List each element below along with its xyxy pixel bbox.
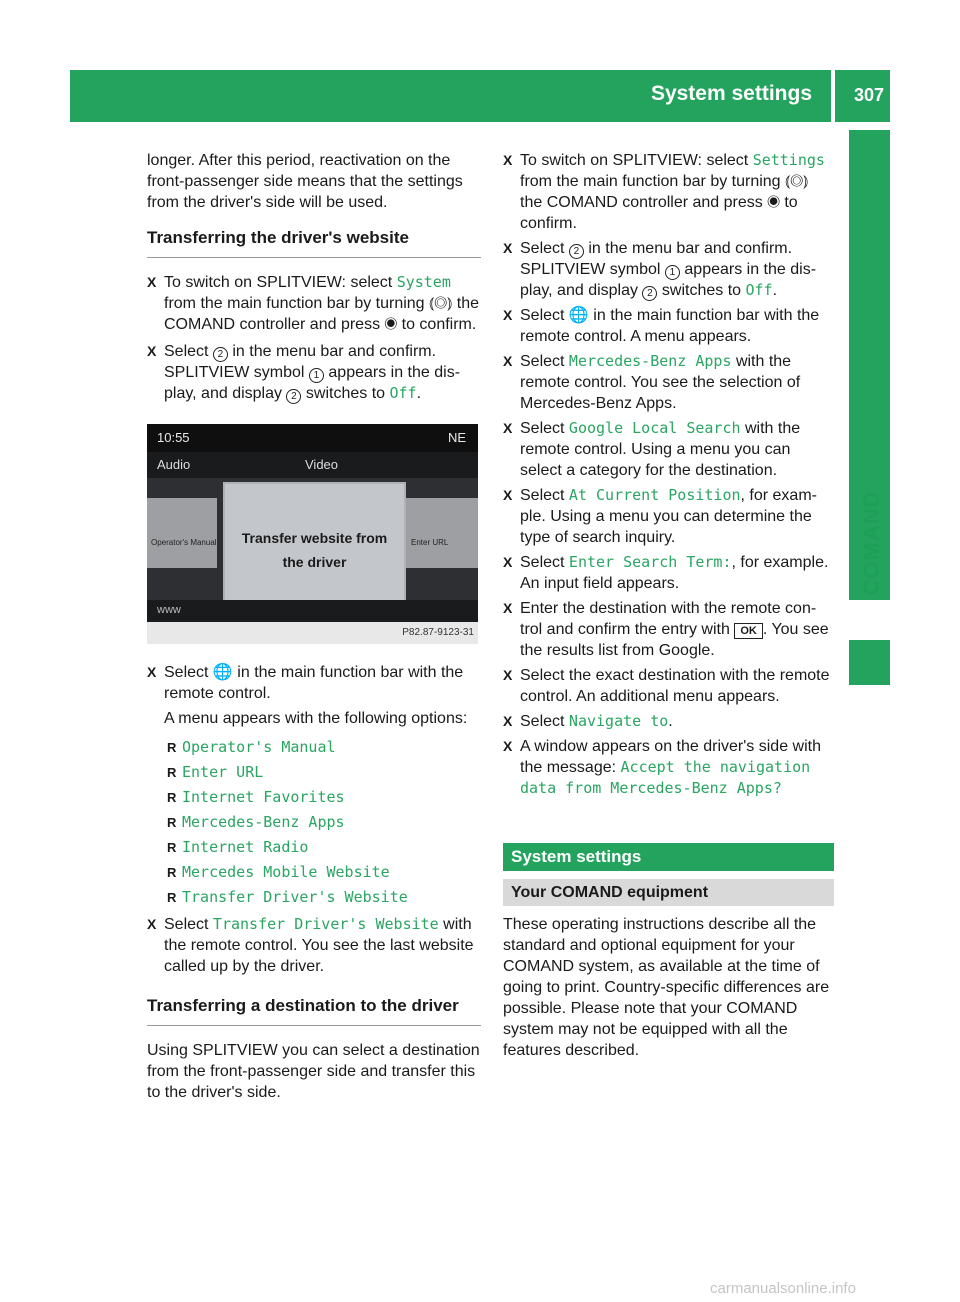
- step-text: SPLITVIEW symbol: [164, 364, 305, 381]
- step-text: appears in the dis-: [328, 364, 461, 381]
- step-marker-icon: X: [503, 487, 513, 503]
- step-select-globe: [147, 662, 481, 704]
- figure-center-line2: the driver: [282, 554, 347, 570]
- figure-tile-right-label: Enter URL: [411, 538, 449, 547]
- option-label: Mercedes Mobile Website: [182, 863, 390, 881]
- list-item: [167, 735, 481, 760]
- step-text: An additional menu appears.: [576, 688, 780, 705]
- heading-transfer-website: Transferring the driver's website: [147, 228, 409, 247]
- divider: [147, 1025, 481, 1026]
- step-select-menu: X Select 2 in the menu bar and confirm. SPLITVIEW symbol 1 appears in the dis- play, and display 2 switches to Off.: [503, 240, 817, 299]
- figure-status-bar: [147, 424, 478, 452]
- step-marker-icon: X: [503, 353, 513, 369]
- bullet-icon: R: [167, 790, 177, 805]
- step-select-apps: [503, 351, 834, 414]
- figure-menu-bar: [147, 452, 478, 478]
- number-2-icon: 2: [286, 389, 301, 404]
- heading-transfer-destination: Transferring a destination to the driver: [147, 996, 459, 1015]
- step-text: Select: [520, 240, 565, 257]
- step-text: A menu appears.: [630, 328, 752, 345]
- step-text: To switch on SPLITVIEW: select: [520, 152, 749, 169]
- step-text: from the main function bar by turning: [520, 173, 781, 190]
- step-text: in the menu bar and confirm.: [232, 343, 437, 360]
- list-item: [167, 835, 481, 860]
- list-item: [167, 810, 481, 835]
- step-marker-icon: X: [503, 420, 513, 436]
- number-2-icon: 2: [569, 244, 584, 259]
- figure-url-label: www: [157, 604, 181, 616]
- list-item: [167, 760, 481, 785]
- step-marker-icon: X: [503, 307, 513, 323]
- menu-item-google: Google Local Search: [568, 419, 741, 437]
- step-marker-icon: X: [147, 916, 157, 932]
- step-text: Select: [520, 487, 565, 504]
- menu-item-navigate: Navigate to: [568, 712, 669, 730]
- menu-item-transfer: Transfer Driver's Website: [212, 915, 439, 933]
- side-tab-label: [857, 490, 891, 620]
- step-text: switches to: [305, 385, 386, 402]
- option-label: Transfer Driver's Website: [182, 888, 408, 906]
- step-select-exact: [503, 665, 834, 707]
- step-select-search-term: [503, 552, 834, 594]
- step-marker-icon: X: [503, 600, 513, 616]
- step-text: Using a menu you can determine the type of search inquiry.: [520, 508, 812, 546]
- menu-item-position: At Current Position: [568, 486, 741, 504]
- bullet-icon: R: [167, 890, 177, 905]
- step-text: Using a menu you can select a category for the destination.: [520, 441, 791, 479]
- step-text: Enter the destination with the remote con-trol and confirm the entry with: [520, 600, 817, 638]
- step-text: the COMAND controller and press: [520, 194, 763, 211]
- step-text: from the main function bar by turning: [164, 295, 425, 312]
- bullet-icon: R: [167, 840, 177, 855]
- step-switch-splitview-settings: [503, 150, 834, 234]
- figure-caption: P82.87-9123-31: [402, 627, 474, 638]
- option-label: Internet Favorites: [182, 788, 345, 806]
- step-note: [147, 708, 481, 729]
- bullet-icon: R: [167, 765, 177, 780]
- step-text: the COMAND controller and press: [164, 295, 480, 333]
- globe-icon: 🌐: [568, 307, 589, 324]
- option-label: Enter URL: [182, 763, 264, 781]
- header-divider: [831, 70, 835, 122]
- step-text: You see the last website called up by the driver.: [164, 937, 474, 975]
- section-system-settings: System settings: [503, 843, 834, 871]
- message-accept-navigation: Accept the navigation data from Mercedes-Benz Apps?: [520, 758, 811, 797]
- step-text: with the remote control.: [520, 353, 792, 391]
- figure-tile-left-label: Operator's Manual: [151, 538, 217, 547]
- header-title: System settings: [650, 82, 812, 105]
- step-text: to confirm.: [401, 316, 477, 333]
- step-text: Select: [520, 713, 565, 730]
- step-text: SPLITVIEW symbol: [520, 261, 661, 278]
- step-text: Select: [520, 307, 565, 324]
- option-label: Internet Radio: [182, 838, 309, 856]
- side-tab-text: COMAND: [859, 490, 884, 596]
- bullet-icon: R: [167, 865, 177, 880]
- number-2-icon: 2: [642, 286, 657, 301]
- step-text: To switch on SPLITVIEW: select: [164, 274, 393, 291]
- step-text: in the main function bar with the remote control.: [164, 664, 464, 702]
- menu-item-apps: Mercedes-Benz Apps: [568, 352, 732, 370]
- step-text: A menu appears with the following options:: [164, 710, 468, 727]
- menu-item-search-term: Enter Search Term:: [568, 553, 732, 571]
- step-window-appears: [503, 736, 834, 799]
- step-text: You see the results list from Google.: [520, 621, 829, 659]
- watermark: carmanualsonline.info: [710, 1280, 856, 1297]
- figure-center-line1: Transfer website from: [241, 530, 388, 546]
- side-tab-marker: [849, 640, 890, 685]
- step-select-transfer: [147, 914, 481, 977]
- figure-menu-audio: Audio: [157, 457, 191, 472]
- subsection-comand-equipment: Your COMAND equipment: [503, 879, 834, 906]
- step-marker-icon: X: [147, 664, 157, 680]
- bullet-icon: R: [167, 740, 177, 755]
- step-marker-icon: X: [503, 667, 513, 683]
- step-text: Select: [164, 664, 209, 681]
- divider: [147, 257, 481, 258]
- para-splitview: Using SPLITVIEW you can select a destination from the front-passenger side and transfer this to the driver's side.: [147, 1042, 480, 1101]
- page-number: 307: [853, 85, 884, 105]
- left-column: [147, 150, 481, 1103]
- step-text: , for exam-ple.: [520, 487, 817, 525]
- step-text: with the remote control.: [520, 420, 801, 458]
- step-text: A window appears on the driver's side with the message:: [520, 738, 821, 776]
- step-text: Select: [520, 554, 565, 571]
- figure-compass: NE: [447, 430, 466, 445]
- right-column: [503, 150, 834, 1061]
- step-text: Select: [520, 353, 565, 370]
- figure-tile-left: [147, 498, 217, 568]
- intro-text: longer. After this period, reactivation on the front-passenger side means that the settings from the driver's side will be used.: [147, 152, 463, 211]
- step-text: in the menu bar and confirm.: [588, 240, 793, 257]
- step-select-menu: X Select 2 in the menu bar and confirm. SPLITVIEW symbol 1 appears in the dis- play, and display 2 switches to Off.: [147, 343, 461, 402]
- step-marker-icon: X: [147, 274, 157, 290]
- step-enter-destination: X Enter the destination with the remote con-trol and confirm the entry with OK . You see the results list from Google.: [503, 600, 829, 659]
- menu-item-system: System: [396, 273, 451, 291]
- ok-key-icon: OK: [734, 623, 763, 639]
- list-item: [167, 860, 481, 885]
- menu-item-off: Off: [389, 384, 417, 402]
- bullet-icon: R: [167, 815, 177, 830]
- figure-url-bar: [147, 600, 478, 622]
- step-marker-icon: X: [503, 738, 513, 754]
- step-switch-splitview: [147, 272, 481, 335]
- step-text: appears in the dis-: [684, 261, 817, 278]
- controller-turn-icon: ⦅◎⦆: [429, 295, 453, 312]
- step-text: play, and display: [520, 282, 638, 299]
- list-item: [167, 885, 481, 910]
- step-text: Select: [520, 420, 565, 437]
- controller-press-icon: ◉: [384, 316, 398, 333]
- option-label: Mercedes-Benz Apps: [182, 813, 345, 831]
- step-text: , for example.: [731, 554, 829, 571]
- step-text: Select: [164, 916, 209, 933]
- step-text: in the main function bar with the remote control.: [520, 307, 820, 345]
- step-text: to confirm.: [520, 194, 798, 232]
- menu-item-off: Off: [745, 281, 773, 299]
- list-item: [167, 785, 481, 810]
- menu-item-settings: Settings: [752, 151, 825, 169]
- figure-time: 10:55: [157, 430, 190, 445]
- step-text: Select: [164, 343, 209, 360]
- option-label: Operator's Manual: [182, 738, 336, 756]
- step-text: An input field appears.: [520, 575, 680, 592]
- step-select-navigate: X Select Navigate to.: [503, 712, 673, 730]
- step-select-google: [503, 418, 834, 481]
- number-2-icon: 2: [213, 347, 228, 362]
- controller-press-icon: ◉: [767, 194, 780, 211]
- para-equipment: These operating instructions describe all the standard and optional equipment for your COMAND system, as available at the time of going to print. Country-specific differences are possible. Please note that your COMAND system may not be equipped with all the features described.: [503, 916, 830, 1059]
- step-marker-icon: X: [503, 240, 513, 256]
- number-1-icon: 1: [309, 368, 324, 383]
- step-text: play, and display: [164, 385, 282, 402]
- step-marker-icon: X: [503, 554, 513, 570]
- step-select-globe: [503, 305, 834, 347]
- step-text: switches to: [661, 282, 742, 299]
- step-text: You see the selection of Mercedes-Benz Apps.: [520, 374, 801, 412]
- step-text: with the remote control.: [164, 916, 472, 954]
- step-marker-icon: X: [503, 152, 513, 168]
- number-1-icon: 1: [665, 265, 680, 280]
- step-marker-icon: X: [503, 713, 513, 729]
- screen-figure: [147, 424, 478, 644]
- options-list: [167, 735, 481, 910]
- step-marker-icon: X: [147, 343, 157, 359]
- step-select-position: [503, 485, 834, 548]
- step-text: Select the exact destination with the remote control.: [520, 667, 830, 705]
- page-header: [70, 70, 890, 122]
- controller-turn-icon: ⦅◎⦆: [785, 173, 809, 190]
- figure-tile-right: [405, 498, 478, 568]
- figure-menu-video: Video: [305, 457, 339, 472]
- globe-icon: 🌐: [212, 664, 233, 681]
- figure-caption-bar: [147, 622, 478, 644]
